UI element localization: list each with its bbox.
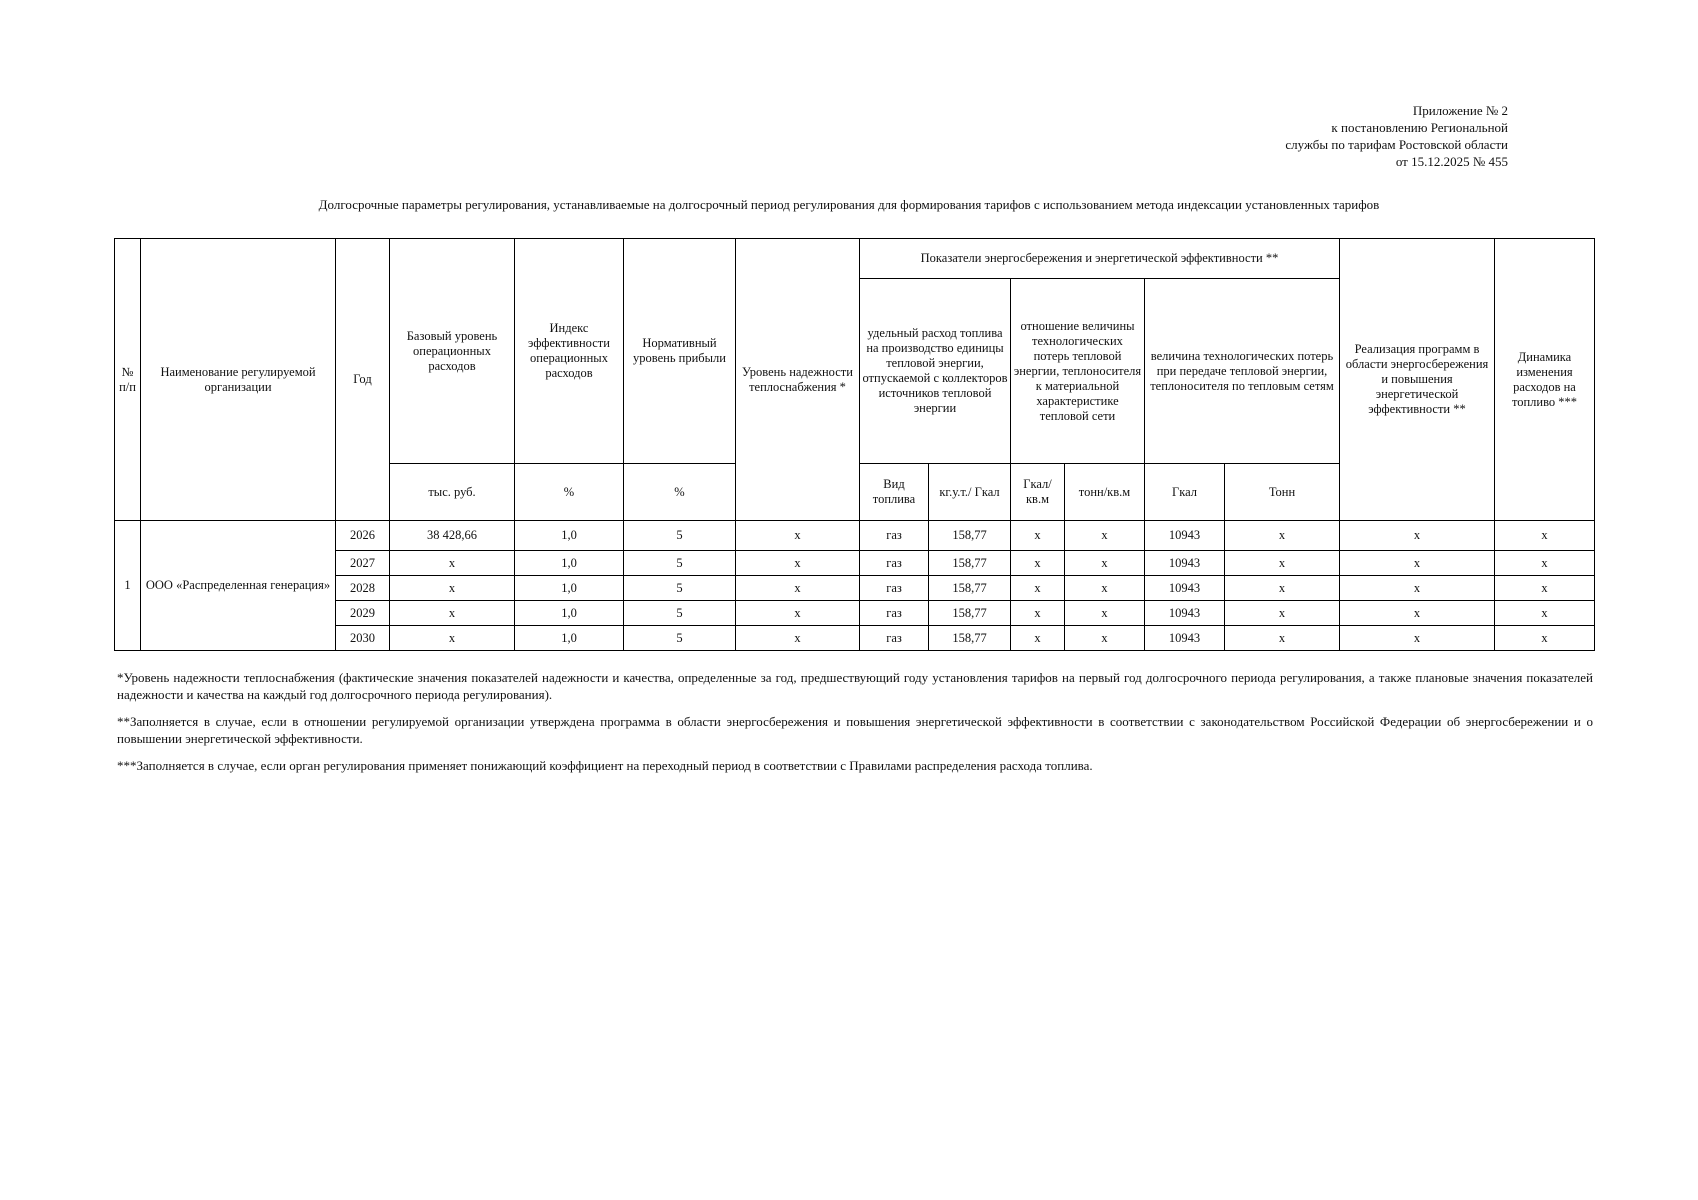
cell-base: 38 428,66: [390, 521, 515, 551]
cell-profit: 5: [624, 601, 736, 626]
unit-loss-ratio-ton: тонн/кв.м: [1065, 464, 1145, 521]
unit-loss-ton: Тонн: [1225, 464, 1340, 521]
header-organization: Наименование регулируемой организации: [141, 239, 336, 521]
header-fuel-dynamics: Динамика изменения расходов на топливо ***: [1495, 239, 1595, 521]
cell-programs: х: [1340, 626, 1495, 651]
cell-base: х: [390, 576, 515, 601]
unit-fuel-type: Вид топлива: [860, 464, 929, 521]
footnote-reliability: *Уровень надежности теплоснабжения (фактические значения показателей надежности и качества, определенные за год, предшествующий году установления тарифов на первый год долгосрочного периода регулирования, а также плановые значения показателей надежности и качества на каждый год долгосрочного периода регулирования).: [117, 670, 1593, 702]
unit-loss-gcal: Гкал: [1145, 464, 1225, 521]
cell-loss-gcal: 10943: [1145, 551, 1225, 576]
table-row: [115, 551, 1595, 576]
header-base-opex: Базовый уровень операционных расходов: [390, 239, 515, 464]
cell-base: х: [390, 601, 515, 626]
org-name: ООО «Распределенная генерация»: [141, 521, 336, 651]
unit-index: %: [515, 464, 624, 521]
cell-dynamics: х: [1495, 521, 1595, 551]
table-row: [115, 521, 1595, 551]
cell-loss-ratio-gcal: х: [1011, 551, 1065, 576]
appendix-date-line: от 15.12.2025 № 455: [1395, 154, 1508, 169]
appendix-ref-line: к постановлению Региональной: [1331, 120, 1508, 135]
parameters-table: [114, 238, 1595, 651]
document-title: Долгосрочные параметры регулирования, устанавливаемые на долгосрочный период регулирования для формирования тарифов с использованием метода индексации установленных тарифов: [318, 197, 1380, 212]
cell-programs: х: [1340, 601, 1495, 626]
cell-reliability: х: [736, 576, 860, 601]
cell-year: 2029: [336, 601, 390, 626]
header-reliability: Уровень надежности теплоснабжения *: [736, 239, 860, 521]
cell-fuel-value: 158,77: [929, 521, 1011, 551]
header-fuel-consumption: удельный расход топлива на производство единицы тепловой энергии, отпускаемой с коллекторов источников тепловой энергии: [860, 279, 1011, 464]
table-row: [115, 576, 1595, 601]
cell-fuel-type: газ: [860, 601, 929, 626]
cell-index: 1,0: [515, 551, 624, 576]
cell-loss-ratio-gcal: х: [1011, 576, 1065, 601]
cell-loss-ratio-ton: х: [1065, 626, 1145, 651]
cell-loss-ton: х: [1225, 521, 1340, 551]
cell-dynamics: х: [1495, 601, 1595, 626]
cell-profit: 5: [624, 551, 736, 576]
header-loss-ratio: отношение величины технологических потерь тепловой энергии, теплоносителя к материальной характеристике тепловой сети: [1011, 279, 1145, 464]
header-programs: Реализация программ в области энергосбережения и повышения энергетической эффективности **: [1340, 239, 1495, 521]
cell-profit: 5: [624, 576, 736, 601]
org-number: 1: [115, 521, 141, 651]
cell-year: 2030: [336, 626, 390, 651]
appendix-block: [1285, 102, 1508, 170]
cell-loss-ton: х: [1225, 601, 1340, 626]
cell-loss-ratio-ton: х: [1065, 601, 1145, 626]
cell-loss-ton: х: [1225, 626, 1340, 651]
header-efficiency-index: Индекс эффективности операционных расходов: [515, 239, 624, 464]
cell-loss-gcal: 10943: [1145, 576, 1225, 601]
cell-year: 2027: [336, 551, 390, 576]
cell-loss-ratio-gcal: х: [1011, 626, 1065, 651]
cell-loss-gcal: 10943: [1145, 521, 1225, 551]
cell-fuel-type: газ: [860, 576, 929, 601]
cell-programs: х: [1340, 551, 1495, 576]
header-num: № п/п: [115, 239, 141, 521]
cell-loss-ratio-ton: х: [1065, 576, 1145, 601]
cell-dynamics: х: [1495, 576, 1595, 601]
cell-reliability: х: [736, 601, 860, 626]
cell-dynamics: х: [1495, 551, 1595, 576]
cell-loss-ton: х: [1225, 576, 1340, 601]
header-tech-losses: величина технологических потерь при передаче тепловой энергии, теплоносителя по тепловым сетям: [1145, 279, 1340, 464]
cell-fuel-value: 158,77: [929, 576, 1011, 601]
cell-base: х: [390, 626, 515, 651]
cell-reliability: х: [736, 626, 860, 651]
cell-index: 1,0: [515, 626, 624, 651]
cell-fuel-value: 158,77: [929, 551, 1011, 576]
unit-fuel-value: кг.у.т./ Гкал: [929, 464, 1011, 521]
header-year: Год: [336, 239, 390, 521]
cell-programs: х: [1340, 576, 1495, 601]
footnote-energy-program: **Заполняется в случае, если в отношении регулируемой организации утверждена программа в области энергосбережения и повышения энергетической эффективности в соответствии с законодательством Российской Федерации об энергосбережении и о повышении энергетической эффективности.: [117, 714, 1593, 746]
cell-base: х: [390, 551, 515, 576]
cell-reliability: х: [736, 521, 860, 551]
cell-fuel-type: газ: [860, 521, 929, 551]
table-row: [115, 626, 1595, 651]
cell-index: 1,0: [515, 576, 624, 601]
cell-fuel-value: 158,77: [929, 626, 1011, 651]
cell-loss-ratio-gcal: х: [1011, 521, 1065, 551]
cell-loss-gcal: 10943: [1145, 626, 1225, 651]
cell-dynamics: х: [1495, 626, 1595, 651]
unit-profit: %: [624, 464, 736, 521]
cell-loss-gcal: 10943: [1145, 601, 1225, 626]
cell-index: 1,0: [515, 521, 624, 551]
cell-loss-ratio-gcal: х: [1011, 601, 1065, 626]
unit-base: тыс. руб.: [390, 464, 515, 521]
cell-loss-ton: х: [1225, 551, 1340, 576]
footnote-fuel-dynamics: ***Заполняется в случае, если орган регулирования применяет понижающий коэффициент на переходный период в соответствии с Правилами распределения расхода топлива.: [117, 758, 1093, 773]
header-energy-group: Показатели энергосбережения и энергетической эффективности **: [860, 239, 1340, 279]
cell-profit: 5: [624, 521, 736, 551]
cell-year: 2026: [336, 521, 390, 551]
cell-index: 1,0: [515, 601, 624, 626]
cell-loss-ratio-ton: х: [1065, 521, 1145, 551]
cell-fuel-value: 158,77: [929, 601, 1011, 626]
cell-fuel-type: газ: [860, 626, 929, 651]
cell-programs: х: [1340, 521, 1495, 551]
cell-reliability: х: [736, 551, 860, 576]
appendix-authority-line: службы по тарифам Ростовской области: [1285, 137, 1508, 152]
cell-fuel-type: газ: [860, 551, 929, 576]
cell-profit: 5: [624, 626, 736, 651]
footnotes: [117, 669, 1593, 784]
cell-loss-ratio-ton: х: [1065, 551, 1145, 576]
table-row: [115, 601, 1595, 626]
unit-loss-ratio-gcal: Гкал/ кв.м: [1011, 464, 1065, 521]
appendix-title: Приложение № 2: [1412, 103, 1508, 118]
cell-year: 2028: [336, 576, 390, 601]
header-profit-level: Нормативный уровень прибыли: [624, 239, 736, 464]
